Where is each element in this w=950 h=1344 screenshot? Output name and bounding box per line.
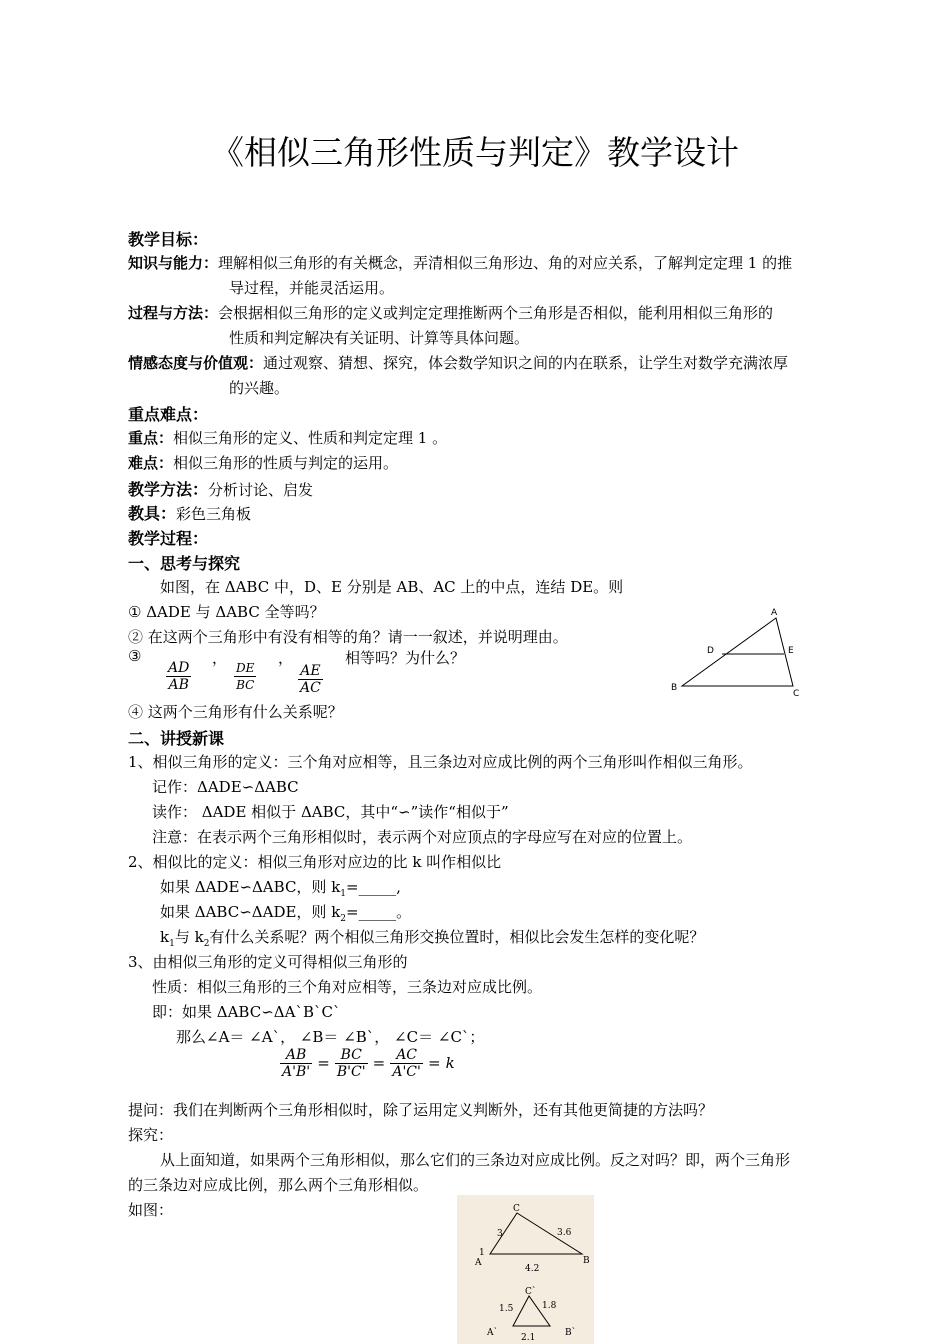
label-e: E (788, 646, 794, 656)
fraction-ae-ac: $\frac{AE}{AC}$ (300, 663, 321, 696)
explore-text-1: 从上面知道，如果两个三角形相似，那么它们的三条边对应成比例。反之对吗？即，两个三角形 (160, 1151, 791, 1169)
method-line (128, 477, 313, 500)
part2-heading: 二、讲授新课 (128, 729, 225, 748)
tools-text: 彩色三角板 (176, 505, 252, 523)
fig2-label-a2: A` (487, 1328, 498, 1338)
fig2-side-1-5: 1.5 (499, 1304, 514, 1314)
key-line (128, 427, 447, 448)
key-heading: 重点难点： (128, 405, 209, 424)
question-1: ① ΔADE 与 ΔABC 全等吗？ (128, 603, 325, 621)
fig2-side-2-1: 2.1 (521, 1333, 536, 1343)
difficulty-label: 难点： (128, 454, 174, 472)
process-heading: 教学过程： (128, 529, 209, 548)
method-text: 分析讨论、启发 (208, 481, 314, 499)
ratio-k2: 如果 ΔABC∽ΔADE，则 $k_2=\_\_\_\_\_$。 (160, 903, 412, 924)
process-label: 过程与方法： (128, 304, 219, 322)
def-1-note-3: 注意：在表示两个三角形相似时，表示两个对应顶点的字母应写在对应的位置上。 (152, 828, 693, 846)
triangle-figure-2 (457, 1195, 594, 1344)
property: 性质：相似三角形的三个角对应相等，三条边对应成比例。 (152, 978, 543, 996)
emotion-text-1: 通过观察、猜想、探究，体会数学知识之间的内在联系，让学生对数学充满浓厚 (263, 354, 789, 372)
method-label: 教学方法： (128, 480, 209, 499)
question-3-prefix: ③ (128, 647, 142, 665)
def-3: 3、由相似三角形的定义可得相似三角形的 (128, 953, 408, 971)
process-line (128, 302, 773, 323)
fig2-side-4-2: 4.2 (525, 1264, 540, 1274)
knowledge-line (128, 252, 792, 273)
emotion-text-2: 的兴趣。 (229, 379, 290, 397)
fraction-de-bc: $\frac{DE}{BC}$ (236, 661, 255, 692)
label-a: A (771, 608, 778, 618)
goals-heading: 教学目标： (128, 230, 209, 249)
tools-line (128, 501, 251, 524)
fig2-label-c2: C` (525, 1287, 537, 1297)
def-2: 2、相似比的定义：相似三角形对应边的比 k 叫作相似比 (128, 853, 502, 871)
explore-text-2: 的三条边对应成比例，那么两个三角形相似。 (128, 1176, 429, 1194)
emotion-label: 情感态度与价值观： (128, 354, 264, 372)
difficulty-text: 相似三角形的性质与判定的运用。 (173, 454, 399, 472)
key-label: 重点： (128, 429, 174, 447)
part1-intro: 如图，在 ΔABC 中，D、E 分别是 AB、AC 上的中点，连结 DE。则 (160, 578, 624, 596)
question-4: ④ 这两个三角形有什么关系呢？ (128, 703, 343, 721)
fig2-label-b2: B` (565, 1328, 577, 1338)
question-3-suffix: 相等吗？为什么？ (345, 649, 466, 667)
fraction-ad-ab: $\frac{AD}{AB}$ (168, 660, 190, 693)
def-1-note-2: 读作： ΔADE 相似于 ΔABC，其中“∽”读作“相似于” (152, 803, 509, 821)
angle-equalities: 那么∠A＝ ∠A`， ∠B＝ ∠B`， ∠C＝ ∠C`； (176, 1028, 485, 1046)
question-2: ② 在这两个三角形中有没有相等的角？请一一叙述，并说明理由。 (128, 628, 568, 646)
fig2-side-3-6: 3.6 (557, 1228, 572, 1238)
knowledge-label: 知识与能力： (128, 254, 219, 272)
key-text: 相似三角形的定义、性质和判定定理 1 。 (173, 429, 448, 447)
explore-label: 探究： (128, 1126, 174, 1144)
part1-heading: 一、思考与探究 (128, 554, 241, 573)
comma-2: ， (278, 649, 294, 667)
difficulty-line (128, 452, 398, 473)
triangle-figure-1 (665, 600, 815, 700)
label-d: D (707, 646, 714, 656)
fig2-label-1: 1 (479, 1248, 485, 1258)
emotion-line (128, 352, 788, 373)
ratio-equation: $\frac{AB}{A'B'}$ = $\frac{BC}{B'C'}$ = $\frac{AC}{A'C'}$ = k (282, 1047, 455, 1080)
ratio-question: $k_1$与 $k_2$有什么关系呢？两个相似三角形交换位置时，相似比会发生怎样的变化呢？ (160, 928, 705, 949)
knowledge-text-2: 导过程，并能灵活运用。 (229, 279, 395, 297)
as-figure: 如图： (128, 1201, 174, 1219)
process-text-1: 会根据相似三角形的定义或判定定理推断两个三角形是否相似，能利用相似三角形的 (218, 304, 774, 322)
ratio-k1: 如果 ΔADE∽ΔABC，则 $k_1=\_\_\_\_\_$, (160, 878, 401, 899)
label-c: C (793, 689, 800, 699)
fig2-side-1-8: 1.8 (542, 1301, 557, 1311)
tools-label: 教具： (128, 504, 177, 523)
process-text-2: 性质和判定解决有关证明、计算等具体问题。 (229, 329, 530, 347)
fig2-label-a: A (475, 1258, 482, 1268)
label-b: B (671, 683, 678, 693)
fig2-label-b: B (583, 1256, 590, 1266)
def-1-note-1: 记作：ΔADE∽ΔABC (152, 778, 299, 796)
ask: 提问：我们在判断两个三角形相似时，除了运用定义判断外，还有其他更简捷的方法吗？ (128, 1101, 714, 1119)
fig2-side-3: 3 (497, 1229, 503, 1239)
if-similar: 即：如果 ΔABC∽ΔA`B`C` (152, 1003, 341, 1021)
page-title: 《相似三角形性质与判定》教学设计 (211, 133, 739, 172)
knowledge-text-1: 理解相似三角形的有关概念，弄清相似三角形边、角的对应关系，了解判定定理 1 的推 (218, 254, 793, 272)
def-1: 1、相似三角形的定义：三个角对应相等，且三条边对应成比例的两个三角形叫作相似三角形。 (128, 753, 753, 771)
comma-1: ， (212, 649, 228, 667)
fig2-label-c: C (513, 1204, 520, 1214)
